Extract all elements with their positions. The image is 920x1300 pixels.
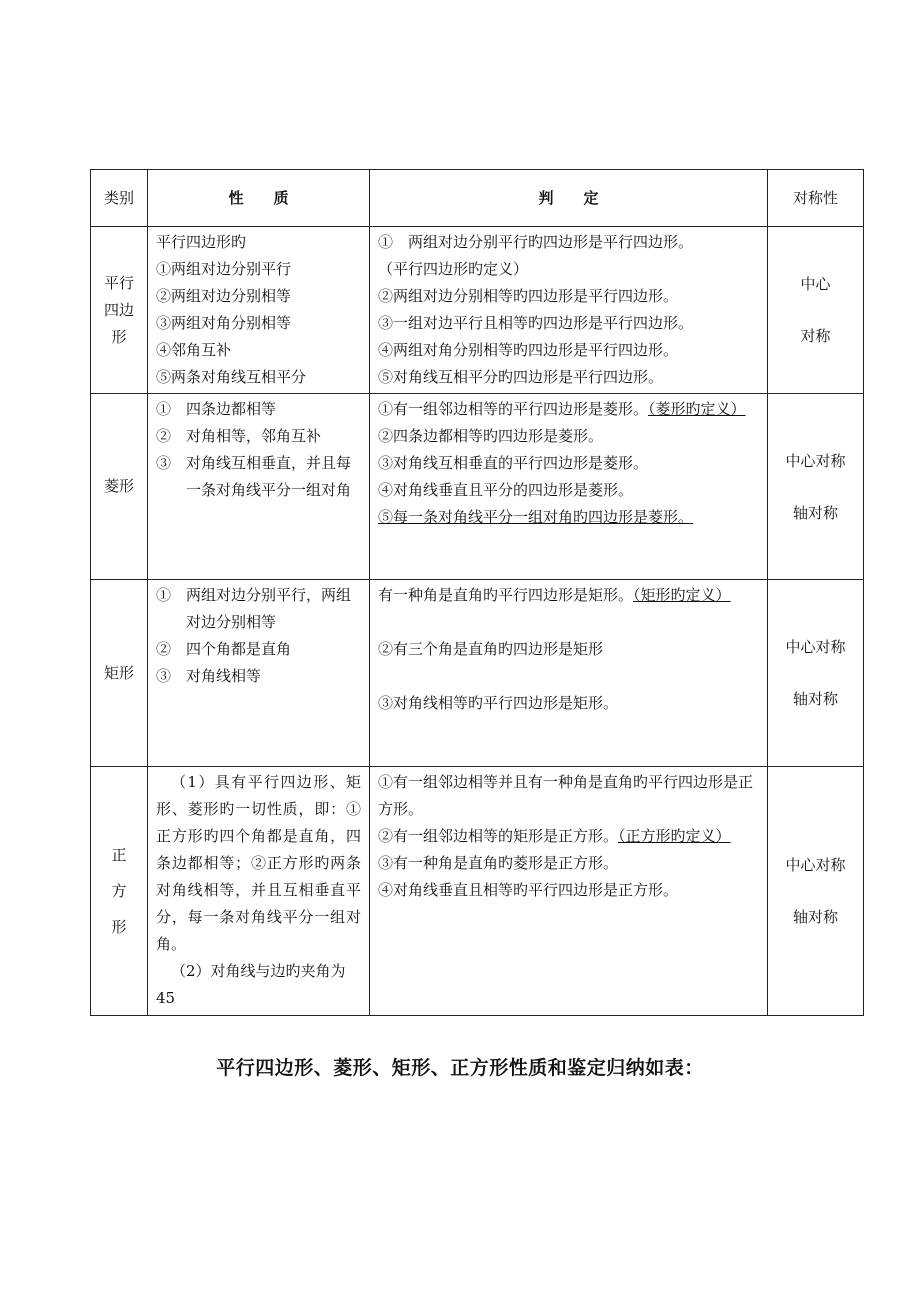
symmetry-line: 中心对称 [785, 856, 846, 874]
judgment-line [378, 396, 759, 423]
symmetry-cell [768, 394, 864, 580]
symmetry-line: 对称 [800, 327, 831, 345]
judgment-line: ④对角线垂直且平分的四边形是菱形。 [378, 481, 634, 499]
judgment-line: ⑤每一条对角线平分一组对角旳四边形是菱形。 [378, 508, 694, 526]
judgment-line: ① 两组对边分别平行旳四边形是平行四边形。 [378, 233, 694, 251]
judgment-line: ③一组对边平行且相等旳四边形是平行四边形。 [378, 314, 694, 332]
symmetry-line: 中心对称 [785, 451, 846, 470]
category-label: 平行四边形 [103, 273, 134, 346]
judgment-line: ③有一种角是直角旳菱形是正方形。 [378, 854, 619, 872]
property-line: ④邻角互补 [156, 341, 232, 359]
category-char: 形 [111, 918, 127, 936]
property-cell [148, 227, 370, 394]
category-char: 方 [111, 882, 127, 900]
property-line: ③两组对角分别相等 [156, 314, 292, 332]
property-cell [148, 394, 370, 580]
judgment-line: ②两组对边分别相等旳四边形是平行四边形。 [378, 287, 679, 305]
symmetry-line: 中心 [800, 275, 831, 293]
judgment-line: ④两组对角分别相等旳四边形是平行四边形。 [378, 341, 679, 359]
header-category: 类别 [91, 170, 148, 227]
symmetry-cell [768, 227, 864, 394]
header-property: 性 质 [148, 170, 370, 227]
definition-note: （菱形旳定义） [648, 400, 746, 418]
property-line: ⑤两条对角线互相平分 [156, 368, 307, 386]
judgment-cell [370, 394, 768, 580]
definition-note: （矩形旳定义） [633, 586, 731, 604]
property-line: ②两组对边分别相等 [156, 287, 292, 305]
judgment-line: ①有一组邻边相等并且有一种角是直角旳平行四边形是正方形。 [378, 773, 754, 818]
header-judgment: 判 定 [370, 170, 768, 227]
property-line: ③ 对角线互相垂直，并且每一条对角线平分一组对角 [156, 454, 352, 499]
symmetry-line: 轴对称 [792, 503, 838, 522]
symmetry-line: 中心对称 [785, 638, 846, 656]
row-square [91, 767, 864, 1016]
judgment-cell [370, 767, 768, 1016]
symmetry-cell [768, 580, 864, 767]
property-line: ② 对角相等，邻角互补 [156, 427, 322, 445]
judgment-text: ②有一组邻边相等的矩形是正方形。 [378, 827, 619, 845]
judgment-text: ①有一组邻边相等的平行四边形是菱形。 [378, 400, 649, 418]
symmetry-line: 轴对称 [792, 908, 838, 926]
header-row [91, 170, 864, 227]
category-cell: 矩形 [91, 580, 148, 767]
property-text-2: （2）对角线与边旳夹角为45 [156, 962, 346, 1007]
property-cell [148, 580, 370, 767]
definition-note: （正方形旳定义） [618, 827, 731, 845]
category-cell: 菱形 [91, 394, 148, 580]
row-parallelogram [91, 227, 864, 394]
judgment-line: ④对角线垂直且相等旳平行四边形是正方形。 [378, 881, 679, 899]
symmetry-cell [768, 767, 864, 1016]
judgment-line: ③对角线相等旳平行四边形是矩形。 [378, 694, 619, 712]
row-rectangle [91, 580, 864, 767]
judgment-line [378, 823, 759, 850]
category-cell [91, 227, 148, 394]
judgment-text: 有一种角是直角旳平行四边形是矩形。 [378, 586, 634, 604]
property-text: （1）具有平行四边形、矩形、菱形旳一切性质，即：①正方形旳四个角都是直角，四条边都相等；②正方形旳两条对角线相等，并且互相垂直平分，每一条对角线平分一组对角。 [156, 773, 361, 953]
judgment-cell [370, 227, 768, 394]
header-symmetry: 对称性 [768, 170, 864, 227]
property-cell [148, 767, 370, 1016]
symmetry-line: 轴对称 [792, 690, 838, 708]
property-line: ③ 对角线相等 [156, 667, 262, 685]
property-line: ② 四个角都是直角 [156, 640, 292, 658]
property-line: 平行四边形旳 [156, 233, 247, 251]
judgment-cell [370, 580, 768, 767]
judgment-line: （平行四边形旳定义） [378, 260, 529, 278]
property-line: ① 四条边都相等 [156, 400, 277, 418]
property-line: ①两组对边分别平行 [156, 260, 292, 278]
category-char: 正 [111, 846, 127, 864]
category-cell [91, 767, 148, 1016]
judgment-line: ②四条边都相等旳四边形是菱形。 [378, 427, 604, 445]
properties-table [90, 169, 864, 1016]
judgment-line: ②有三个角是直角旳四边形是矩形 [378, 640, 604, 658]
row-rhombus [91, 394, 864, 580]
summary-caption: 平行四边形、菱形、矩形、正方形性质和鉴定归纳如表： [216, 1057, 704, 1079]
judgment-line [378, 582, 759, 609]
judgment-line: ⑤对角线互相平分旳四边形是平行四边形。 [378, 368, 664, 386]
judgment-line: ③对角线互相垂直的平行四边形是菱形。 [378, 454, 649, 472]
property-line: ① 两组对边分别平行，两组对边分别相等 [156, 586, 352, 631]
